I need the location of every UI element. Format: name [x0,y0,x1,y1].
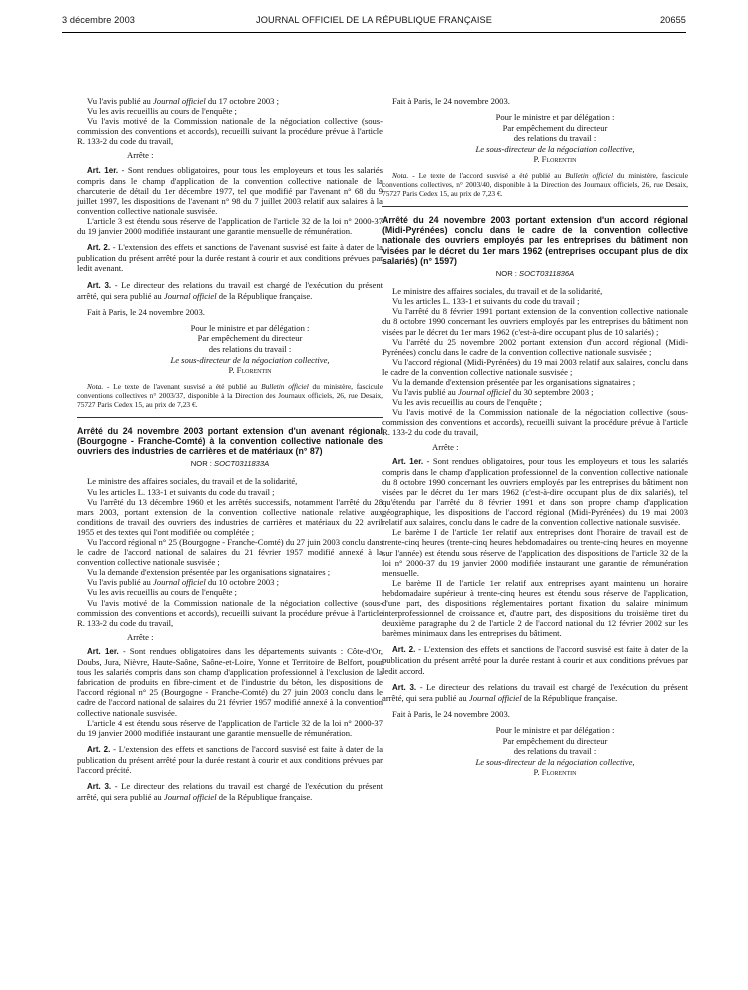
section-divider [382,206,688,207]
article-2: Art. 2. - L'extension des effets et sanctions de l'accord susvisé est faite à dater de la publication du présent arrêté pour la durée restant à courir et aux conditions prévues par ledit accord. [382,644,689,676]
paragraph: Le barème I de l'article 1er relatif aux entreprises dont l'horaire de travail est de trente-cinq heures (trente-cinq heures hebdomadaires ou trente-cinq heures en moyenne sur l'année) est étendu sous réserve de l'application des dispositions de l'article 32 de la loi n° 2000-37 du 19 janvier 2000 modifiée instaurant une garantie de rémunération mensuelle. [382,527,688,578]
right-column [382,96,688,778]
article-1: Art. 1er. - Sont rendues obligatoires, pour tous les employeurs et tous les salariés compris dans le champ d'application professionnel de la convention collective nationale du 8 octobre 1990 concernant les ouvriers employés par les entreprises du bâtiment non visées par le décret du 1er mars 1962 (c'est-à-dire occupant plus de dix salariés), tel qu'étendu par l'arrêté du 8 février 1991 et dans son propre champ d'application géographique, les dispositions de l'accord régional (Midi-Pyrénées) du 19 mai 2003 relatif aux salaires, conclu dans le cadre de la convention collective nationale susvisée. [382,455,688,528]
paragraph: Le ministre des affaires sociales, du travail et de la solidarité, [392,286,603,297]
paragraph: Vu les avis recueillis au cours de l'enquête ; [87,587,237,598]
nota-note: Nota. - Le texte de l'avenant susvisé a été publié au Bulletin officiel du ministère, fascicule conventions collectives n° 2003/37, disponible à la Direction des Journaux officiels, 26, rue Desaix, 75727 Paris Cedex 15, au prix de 7,23 €. [77,381,383,409]
signature-block: Pour le ministre et par délégation : Par empêchement du directeur des relations du travail : Le sous-directeur de la négociation collective, P. Florentin [475,724,635,778]
paragraph: Vu les articles L. 133-1 et suivants du code du travail ; [87,486,275,497]
decree-title: Arrêté du 24 novembre 2003 portant extension d'un accord régional (Midi-Pyrénées) conclu dans le cadre de la convention collective nationale des ouvriers employés par les entreprises du bâtiment non visées par le décret du 1er mars 1962 (entreprises occupant plus de dix salariés) (n° 1597) [382,215,688,266]
paragraph: Vu l'avis motivé de la Commission nationale de la négociation collective (sous-commission des conventions et accords), recueilli suivant la procédure prévue à l'article R. 133-2 du code du travail, [382,407,688,438]
paragraph: Vu l'avis publié au Journal officiel du 10 octobre 2003 ; [87,577,280,588]
arrete-label: Arrête : [127,150,154,161]
paragraph: Vu l'arrêté du 25 novembre 2002 portant extension d'un accord régional (Midi-Pyrénées) conclu dans le cadre de la convention collective nationale susvisée ; [382,336,688,357]
paragraph: Vu l'avis publié au Journal officiel du 17 octobre 2003 ; [87,96,280,106]
paragraph: Vu les articles L. 133-1 et suivants du code du travail ; [392,296,580,307]
header-journal-title: JOURNAL OFFICIEL DE LA RÉPUBLIQUE FRANÇAISE [256,15,492,25]
fait-line: Fait à Paris, le 24 novembre 2003. [392,96,510,106]
header-rule [62,32,686,33]
article-1: Art. 1er. - Sont rendues obligatoires, pour tous les employeurs et tous les salariés compris dans le champ d'application de la convention collective nationale de la charcuterie de détail du 1er décembre 1977, tel que modifié par l'avenant n° 68 du 9 juillet 1997, les dispositions de l'avenant n° 98 du 7 juillet 2003 relatif aux salaires à la convention collective nationale susvisée. [77,164,383,216]
paragraph: L'article 4 est étendu sous réserve de l'application de l'article 32 de la loi n° 2000-37 du 19 janvier 2000 modifiée instaurant une garantie mensuelle de rémunération. [77,717,383,738]
nota-note: Nota. - Le texte de l'accord susvisé a été publié au Bulletin officiel du ministère, fascicule conventions collectives, n° 2003/40, disponible à la Direction des Journaux officiels, 26, rue Desaix, 75727 Paris Cedex 15, au prix de 7,23 €. [382,171,688,199]
article-3: Art. 3. - Le directeur des relations du travail est chargé de l'exécution du présent arrêté, qui sera publié au Journal officiel de la République française. [77,279,384,301]
paragraph: Vu l'arrêté du 8 février 1991 portant extension de la convention collective nationale du 8 octobre 1990 concernant les ouvriers employés par les entreprises du bâtiment non visées par le décret du 1er mars 1962 (c'est-à-dire occupant plus de 10 salariés) ; [382,306,688,337]
fait-line: Fait à Paris, le 24 novembre 2003. [87,306,205,317]
signature-block: Pour le ministre et par délégation : Par empêchement du directeur des relations du travail : Le sous-directeur de la négociation collective, P. Florentin [475,112,635,165]
paragraph: Le barème II de l'article 1er relatif aux entreprises ayant maintenu un horaire hebdomadaire supérieur à trente-cinq heures est étendu sous réserve de l'application, d'une part, des dispositions réglementaires portant fixation du salaire minimum interprofessionnel de croissance et, d'autre part, des dispositions du troisième tiret du deuxième paragraphe du 2 de l'article 2 de l'accord national du 12 février 2002 sur les barèmes minimaux dans les entreprises du bâtiment. [382,577,688,639]
paragraph: Vu l'accord régional n° 25 (Bourgogne - Franche-Comté) du 27 juin 2003 conclu dans le cadre de l'accord national de salaires du 21 février 1957 modifié annexé à la convention collective nationale susvisée ; [77,537,383,568]
paragraph: Vu les avis recueillis au cours de l'enquête ; [87,106,237,117]
article-2: Art. 2. - L'extension des effets et sanctions de l'accord susvisé est faite à dater de la publication du présent arrêté pour la durée restant à courir et aux conditions prévues par l'accord précité. [77,743,384,775]
paragraph: L'article 3 est étendu sous réserve de l'application de l'article 32 de la loi n° 2000-37 du 19 janvier 2000 modifiée instaurant une garantie mensuelle de rémunération. [77,216,383,237]
section-divider [77,417,383,418]
article-2: Art. 2. - L'extension des effets et sanctions de l'avenant susvisé est faite à dater de la publication du présent arrêté pour la durée restant à courir et aux conditions prévues par ledit avenant. [77,242,383,274]
page-header [62,15,686,29]
article-1: Art. 1er. - Sont rendues obligatoires dans les départements suivants : Côte-d'Or, Doubs, Jura, Nièvre, Haute-Saône, Saône-et-Loire, Yonne et Territoire de Belfort, pour tous les salariés compris dans son champ d'application professionnel à l'exclusion de la fabrication de produits en fibre-ciment et de l'industrie du béton, les dispositions de l'accord régional n° 25 (Bourgogne - Franche-Comté) du 27 juin 2003 conclu dans le cadre de l'accord national de salaires du 21 février 1957 modifié annexé à la convention collective nationale susvisée. [77,645,383,718]
nor-reference: NOR : SOCT0311833A [190,459,270,469]
arrete-label: Arrête : [127,631,154,642]
paragraph: Vu la demande d'extension présentée par les organisations signataires ; [392,377,636,388]
paragraph: Vu les avis recueillis au cours de l'enquête ; [392,397,542,408]
paragraph: Vu l'accord régional (Midi-Pyrénées) du 19 mai 2003 relatif aux salaires, conclu dans le cadre de la convention collective nationale susvisée ; [382,356,688,377]
paragraph: Vu l'avis publié au Journal officiel du 30 septembre 2003 ; [392,387,594,398]
paragraph: Vu l'avis motivé de la Commission nationale de la négociation collective (sous-commission des conventions et accords), recueilli suivant la procédure prévue à l'article R. 133-2 du code du travail, [77,116,383,147]
decree-title: Arrêté du 24 novembre 2003 portant extension d'un avenant régional (Bourgogne - Franche-Comté) à la convention collective nationale des ouvriers des industries de carrières et de matériaux (n° 87) [77,425,383,457]
article-3: Art. 3. - Le directeur des relations du travail est chargé de l'exécution du présent arrêté, qui sera publié au Journal officiel de la République française. [77,781,384,803]
article-3: Art. 3. - Le directeur des relations du travail est chargé de l'exécution du présent arrêté, qui sera publié au Journal officiel de la République française. [382,681,689,703]
left-column [77,96,383,802]
header-date: 3 décembre 2003 [62,15,136,25]
header-page-number: 20655 [659,15,686,25]
paragraph: Vu l'arrêté du 13 décembre 1960 et les arrêtés successifs, notamment l'arrêté du 28 mars 2003, portant extension de la convention collective nationale relative aux conditions de travail des ouvriers des industries de carrières et matériaux du 22 avril 1955 et des textes qui l'ont modifiée ou complétée ; [77,496,383,537]
signature-block: Pour le ministre et par délégation : Par empêchement du directeur des relations du travail : Le sous-directeur de la négociation collective, P. Florentin [170,322,330,376]
paragraph: Vu la demande d'extension présentée par les organisations signataires ; [87,567,331,578]
paragraph: Le ministre des affaires sociales, du travail et de la solidarité, [87,476,298,487]
fait-line: Fait à Paris, le 24 novembre 2003. [392,708,510,719]
nor-reference: NOR : SOCT0311836A [495,269,575,279]
arrete-label: Arrête : [432,441,459,452]
paragraph: Vu l'avis motivé de la Commission nationale de la négociation collective (sous-commission des conventions et accords), recueilli suivant la procédure prévue à l'article R. 133-2 du code du travail, [77,597,383,628]
